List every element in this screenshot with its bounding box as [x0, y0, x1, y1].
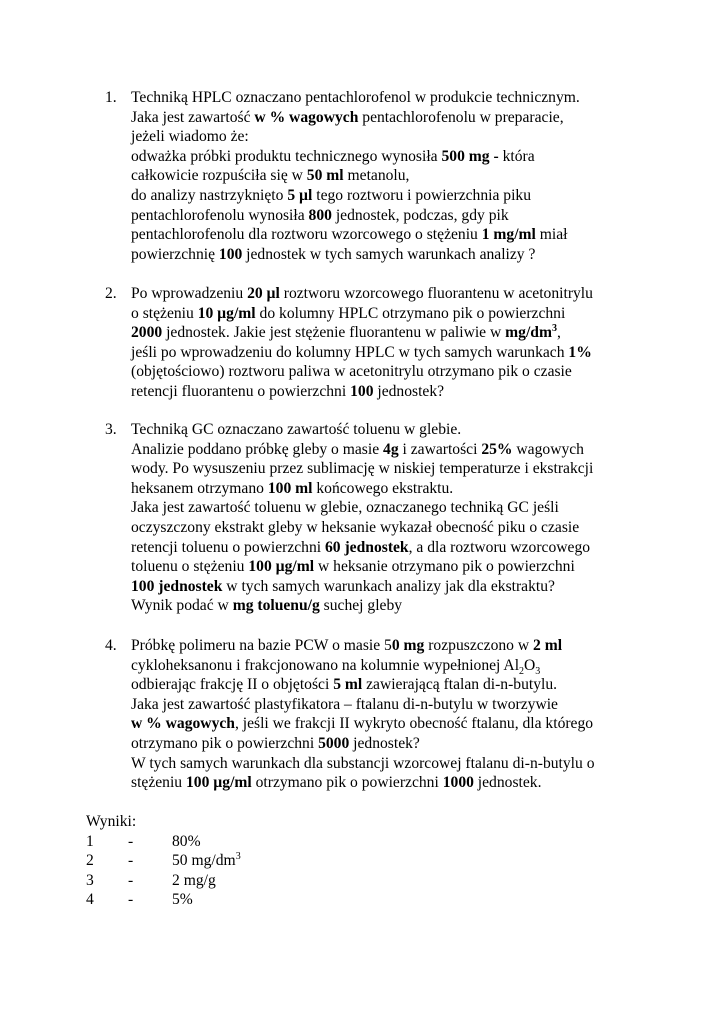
text-run: jednostek. Jakie jest stężenie fluorantenu w paliwie w	[162, 324, 506, 342]
result-value: 5%	[172, 891, 193, 909]
results-section	[86, 812, 386, 910]
task-number: 2.	[105, 285, 117, 302]
bold-text: 4g	[383, 440, 399, 458]
results-heading: Wyniki:	[86, 813, 137, 830]
task-2	[105, 284, 705, 402]
task-line	[131, 734, 705, 754]
task-text	[131, 284, 705, 402]
text-run: suchej gleby	[319, 597, 403, 615]
result-value: 80%	[172, 832, 201, 850]
bold-text: 25%	[481, 440, 513, 458]
text-run: Wynik podać w	[131, 597, 233, 615]
task-line	[131, 343, 705, 363]
result-row	[86, 890, 386, 910]
task-line	[131, 108, 705, 128]
task-number: 3.	[105, 421, 117, 438]
text-run: do analizy nastrzyknięto	[131, 186, 288, 204]
task-number: 4.	[105, 637, 117, 654]
result-value: 50 $mg/dm^3$	[172, 851, 241, 870]
bold-text: mg toluenu/g	[232, 597, 320, 615]
text-run: odbierając frakcję II o objętości	[131, 676, 334, 694]
text-run: oczyszczony ekstrakt gleby w heksanie wykazał obecność piku o czasie	[131, 518, 580, 536]
result-row	[86, 851, 386, 871]
bold-text: 5000	[318, 734, 350, 752]
task-line	[131, 127, 705, 147]
bold-text: 2 ml	[533, 637, 563, 654]
text-run: Jaka jest zawartość plastyfikatora – ftalanu di-n-butylu w tworzywie	[131, 695, 558, 713]
text-run: Próbkę polimeru na bazie PCW o masie 5	[131, 637, 392, 654]
text-run: stężeniu	[131, 774, 186, 792]
text-run: , jeśli we frakcji II wykryto obecność ftalanu, dla którego	[234, 715, 594, 733]
result-dash: -	[128, 891, 134, 909]
task-line	[131, 245, 705, 265]
bold-text: 1000	[442, 774, 474, 792]
text-run: jednostek?	[373, 382, 445, 400]
bold-text: 1%	[568, 343, 592, 361]
task-line	[131, 714, 705, 734]
text-run: w tych samych warunkach analizy jak dla ekstraktu?	[222, 577, 555, 595]
bold-text: 5 µl	[287, 186, 313, 204]
text-run: w heksanie otrzymano pik o powierzchni	[314, 558, 575, 576]
text-run: jednostek w tych samych warunkach analizy ?	[242, 245, 536, 263]
text-run: Jaka jest zawartość toluenu w glebie, oznaczanego techniką GC jeśli	[131, 499, 559, 517]
text-run: pentachlorofenolu w preparacie,	[358, 108, 564, 126]
text-run: toluenu o stężeniu	[131, 558, 249, 576]
text-run: pentachlorofenolu wynosiła	[131, 206, 309, 224]
bold-text: 1 mg/ml	[481, 226, 536, 244]
task-text	[131, 636, 705, 793]
task-line	[131, 773, 705, 793]
bold-text: w % wagowych	[254, 108, 359, 126]
task-line	[131, 440, 705, 460]
task-line	[131, 596, 705, 616]
text-run: ,	[556, 324, 561, 342]
task-line	[131, 459, 705, 479]
text-run: roztworu wzorcowego fluorantenu w acetonitrylu	[279, 285, 593, 302]
result-dash: -	[128, 871, 134, 889]
task-line	[131, 206, 705, 226]
task-line	[131, 304, 705, 324]
result-value: 2 mg/g	[172, 871, 216, 889]
task-line	[131, 166, 705, 186]
task-line	[131, 147, 705, 167]
result-dash: -	[128, 852, 134, 870]
task-line	[131, 695, 705, 715]
text-run: heksanem otrzymano	[131, 479, 268, 497]
task-line	[131, 518, 705, 538]
text-run: jednostek, podczas, gdy pik	[331, 206, 509, 224]
text-run: otrzymano pik o powierzchni	[251, 774, 443, 792]
text-run: całkowicie rozpuściła się w	[131, 167, 307, 185]
task-line	[131, 557, 705, 577]
bold-text: 0 mg	[391, 637, 425, 654]
bold-text: 50 ml	[306, 167, 344, 185]
text-run: zawierającą ftalan di-n-butylu.	[362, 676, 558, 694]
bold-text: 500 mg -	[441, 147, 499, 165]
task-line	[131, 186, 705, 206]
text-run: W tych samych warunkach dla substancji wzorcowej ftalanu di-n-butylu o	[131, 754, 595, 772]
text-run: odważka próbki produktu technicznego wynosiła	[131, 147, 442, 165]
result-dash: -	[128, 832, 134, 850]
task-line	[131, 754, 705, 774]
task-line	[131, 323, 705, 343]
result-number: 3	[86, 871, 94, 889]
bold-text: 2000	[131, 324, 163, 342]
task-text	[131, 88, 705, 264]
text-run: Analizie poddano próbkę gleby o masie	[131, 440, 384, 458]
task-line	[131, 362, 705, 382]
bold-text: 800	[308, 206, 332, 224]
bold-text: 100 jednostek	[131, 577, 223, 595]
task-line	[131, 675, 705, 695]
result-number: 1	[86, 832, 94, 850]
bold-text: 100 µg/ml	[248, 558, 315, 576]
text-run: do kolumny HPLC otrzymano pik o powierzchni	[255, 304, 566, 322]
text-run: Techniką GC oznaczano zawartość toluenu w glebie.	[131, 421, 462, 438]
text-run: cykloheksanonu i frakcjonowano na kolumnie wypełnionej Al	[131, 656, 520, 674]
bold-text: 10 µg/ml	[197, 304, 256, 322]
text-run: o stężeniu	[131, 304, 198, 322]
text-run: (objętościowo) roztworu paliwa w acetonitrylu otrzymano pik o czasie	[131, 363, 572, 381]
text-run: Po wprowadzeniu	[131, 285, 248, 302]
result-row	[86, 832, 386, 852]
text-run: która	[498, 147, 535, 165]
task-line	[131, 420, 705, 440]
text-run: jeśli po wprowadzeniu do kolumny HPLC w tych samych warunkach	[131, 343, 569, 361]
task-1	[105, 88, 705, 264]
task-text	[131, 420, 705, 616]
result-number: 4	[86, 891, 94, 909]
task-line	[131, 636, 705, 656]
bold-text: 20 µl	[247, 285, 280, 302]
text-run: końcowego ekstraktu.	[312, 479, 454, 497]
bold-text: 5 ml	[333, 676, 363, 694]
task-line	[131, 498, 705, 518]
task-line	[131, 656, 705, 676]
bold-text: 100 µg/ml	[186, 774, 252, 792]
text-run: wagowych	[512, 440, 584, 458]
text-run: Techniką HPLC oznaczano pentachlorofenol w produkcie technicznym.	[131, 89, 580, 106]
bold-text: 60 jednostek	[325, 538, 409, 556]
bold-text: 100 ml	[267, 479, 313, 497]
text-run: wody. Po wysuszeniu przez sublimację w niskiej temperaturze i ekstrakcji	[131, 460, 594, 478]
task-line	[131, 225, 705, 245]
task-line	[131, 479, 705, 499]
task-line	[131, 382, 705, 402]
text-run: jednostek?	[349, 734, 420, 752]
bold-text: mg/dm	[505, 324, 552, 342]
text-run: i zawartości	[398, 440, 482, 458]
superscript: 3	[551, 323, 557, 334]
task-number: 1.	[105, 89, 117, 106]
subscript: 3	[535, 665, 541, 677]
text-run: retencji toluenu o powierzchni	[131, 538, 325, 556]
bold-text: 100	[218, 245, 243, 263]
text-run: pentachlorofenolu dla roztworu wzorcowego o stężeniu	[131, 226, 482, 244]
bold-text: 100	[350, 382, 374, 400]
task-line	[131, 88, 705, 108]
result-number: 2	[86, 852, 94, 870]
text-run: rozpuszczono w	[424, 637, 534, 654]
text-run: metanolu,	[343, 167, 410, 185]
text-run: powierzchnię	[131, 245, 219, 263]
task-line	[131, 538, 705, 558]
text-run: O	[524, 656, 536, 674]
bold-text: w % wagowych	[131, 715, 235, 733]
task-line	[131, 577, 705, 597]
text-run: retencji fluorantenu o powierzchni	[131, 382, 351, 400]
text-run: , a dla roztworu wzorcowego	[408, 538, 591, 556]
result-row	[86, 871, 386, 891]
text-run: jeżeli wiadomo że:	[131, 128, 249, 146]
task-4	[105, 636, 705, 793]
text-run: otrzymano pik o powierzchni	[131, 734, 319, 752]
text-run: Jaka jest zawartość	[131, 108, 255, 126]
subscript: 2	[519, 665, 525, 677]
text-run: jednostek.	[473, 774, 542, 792]
task-3	[105, 420, 705, 616]
text-run: miał	[535, 226, 568, 244]
text-run: tego roztworu i powierzchnia piku	[312, 186, 532, 204]
task-line	[131, 284, 705, 304]
